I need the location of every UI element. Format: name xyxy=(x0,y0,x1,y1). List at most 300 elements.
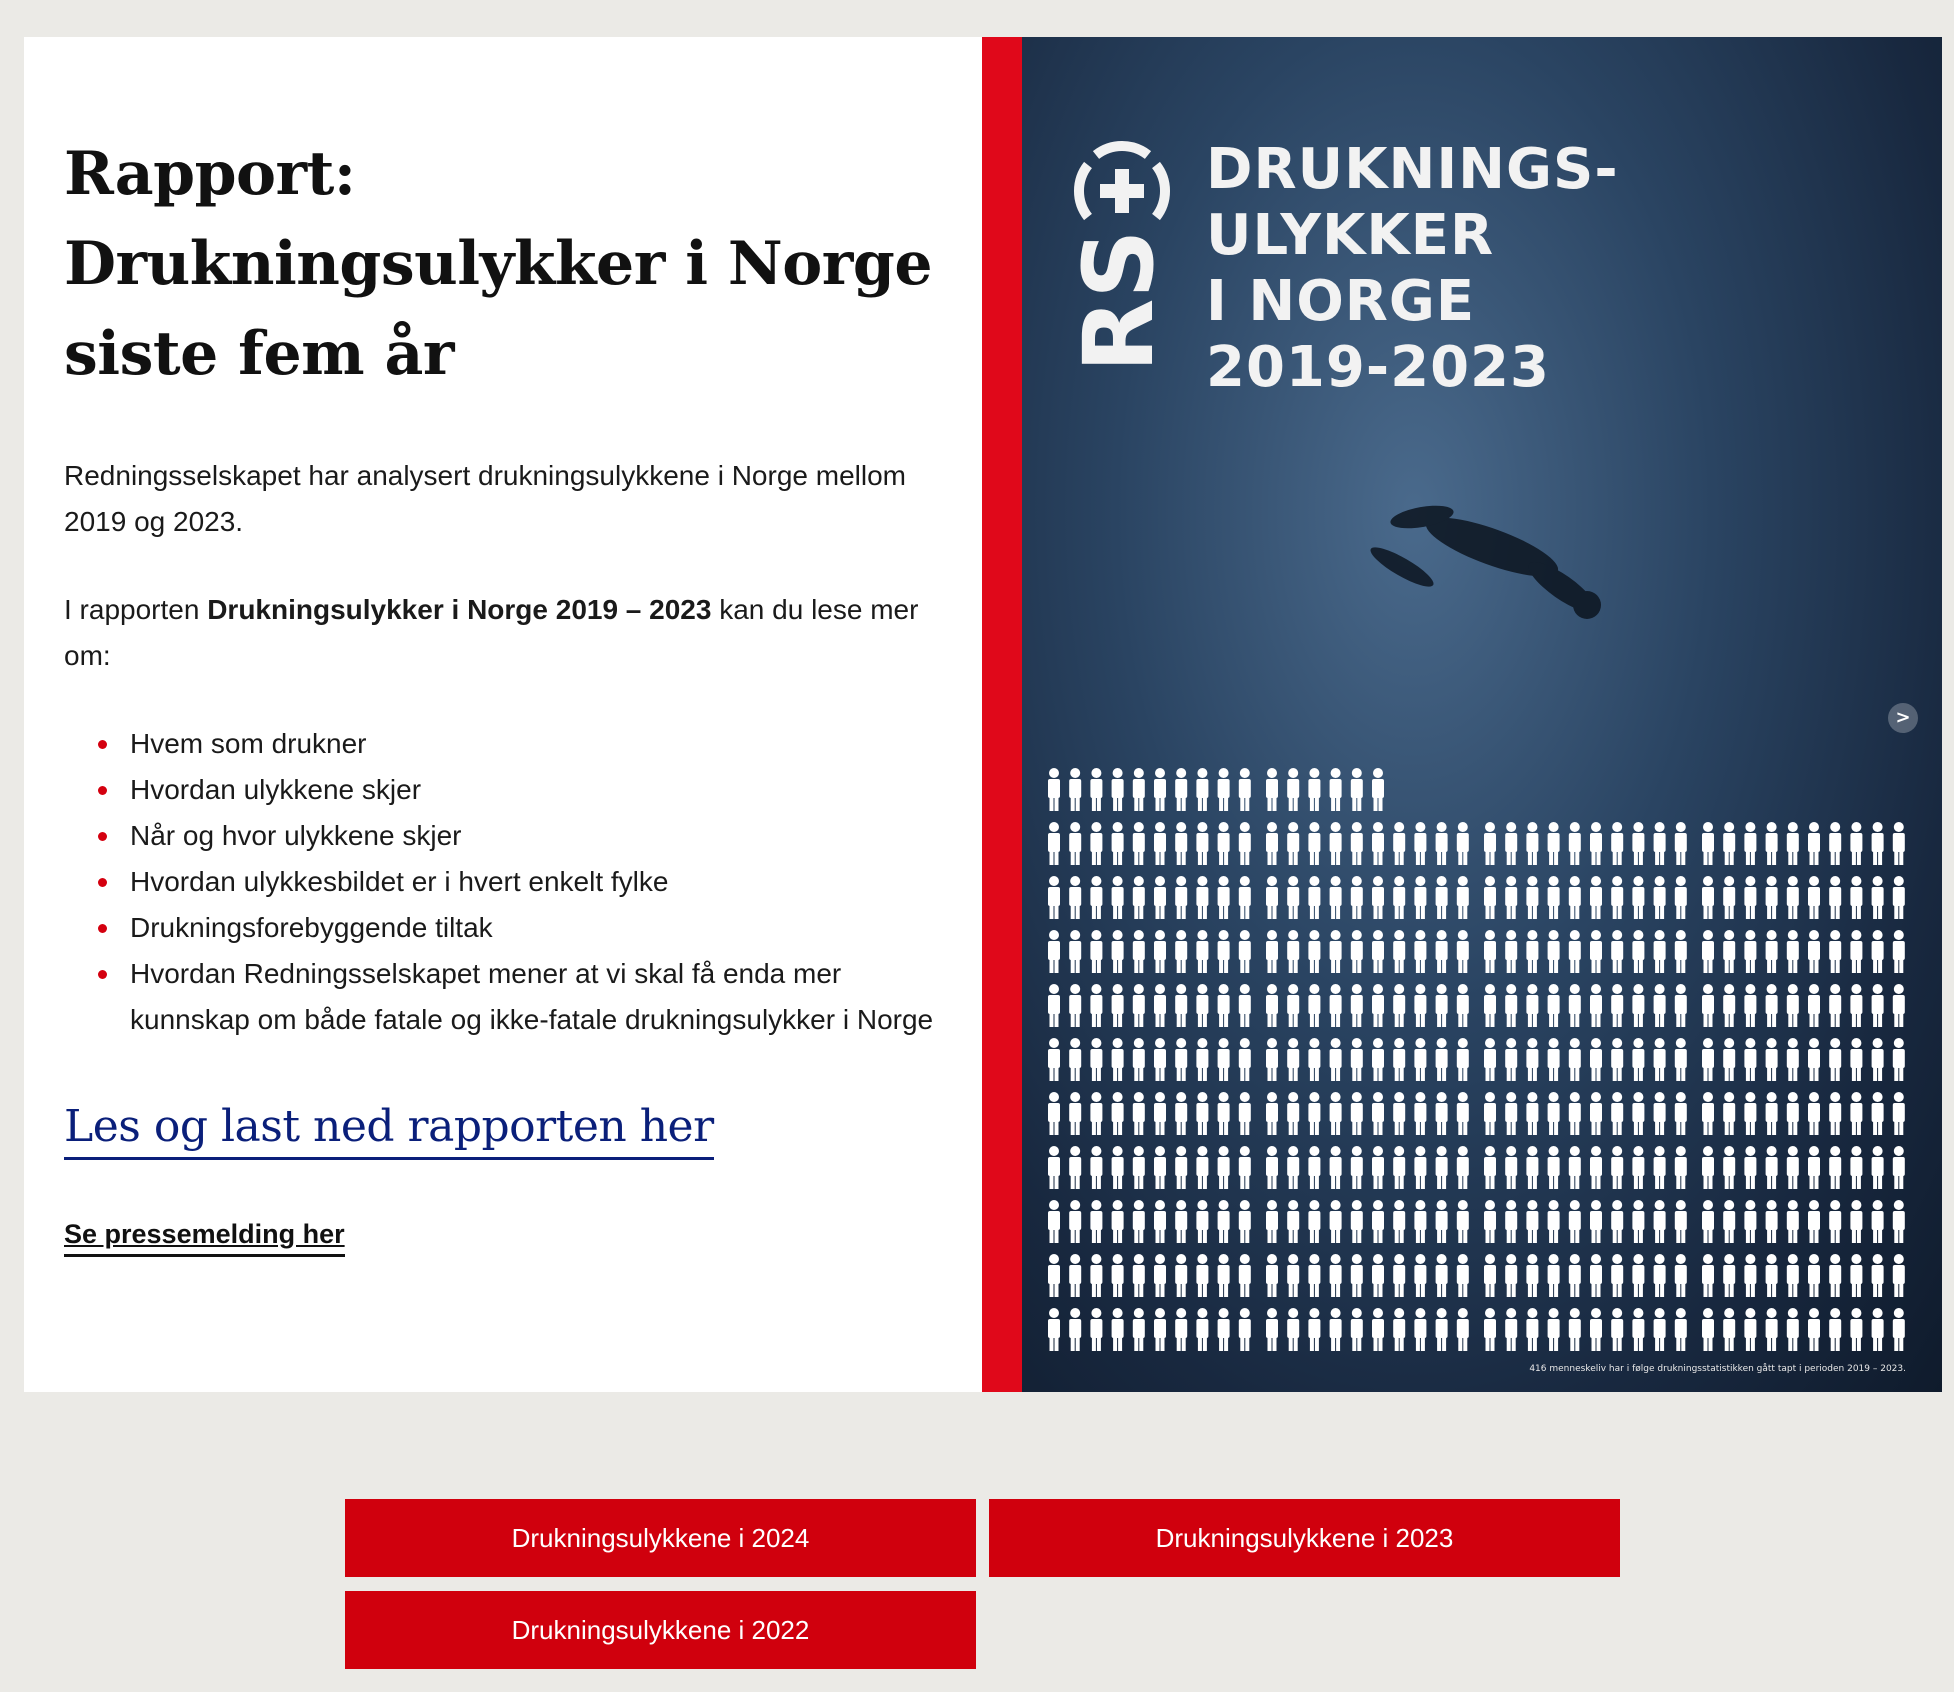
person-figure xyxy=(1414,984,1426,1027)
person-figure xyxy=(1675,1254,1687,1297)
person-figure xyxy=(1484,1092,1496,1135)
person-figure xyxy=(1675,1308,1687,1351)
person-figure xyxy=(1654,876,1666,919)
person-figure xyxy=(1457,1308,1469,1351)
person-figure xyxy=(1239,876,1251,919)
person-figure xyxy=(1766,984,1778,1027)
person-figure xyxy=(1526,1308,1538,1351)
person-figure xyxy=(1872,1038,1884,1081)
topics-list xyxy=(64,721,942,1043)
person-figure xyxy=(1744,984,1756,1027)
person-figure xyxy=(1393,822,1405,865)
person-figure xyxy=(1372,1038,1384,1081)
cover-caption: 416 menneskeliv har i følge drukningsstatistikken gått tapt i perioden 2019 – 2023. xyxy=(1529,1364,1906,1374)
person-figure xyxy=(1090,984,1102,1027)
person-figure xyxy=(1808,1200,1820,1243)
person-figure xyxy=(1484,930,1496,973)
person-figure xyxy=(1436,1146,1448,1189)
person-figure xyxy=(1308,1308,1320,1351)
person-figure xyxy=(1218,1200,1230,1243)
person-figure xyxy=(1308,1092,1320,1135)
person-figure xyxy=(1632,930,1644,973)
cover-title-line: ULYKKER xyxy=(1206,203,1495,268)
person-figure xyxy=(1330,1200,1342,1243)
person-figure xyxy=(1266,1092,1278,1135)
person-figure xyxy=(1702,876,1714,919)
person-figure xyxy=(1548,984,1560,1027)
person-figure xyxy=(1654,930,1666,973)
people-figures-grid xyxy=(1046,767,1906,1387)
report-name: Drukningsulykker i Norge 2019 – 2023 xyxy=(207,594,712,625)
person-figure xyxy=(1266,822,1278,865)
person-figure xyxy=(1239,1308,1251,1351)
person-figure xyxy=(1654,984,1666,1027)
person-figure xyxy=(1239,1254,1251,1297)
person-figure xyxy=(1548,1146,1560,1189)
person-figure xyxy=(1287,822,1299,865)
person-figure xyxy=(1569,822,1581,865)
person-figure xyxy=(1048,876,1060,919)
person-figure xyxy=(1723,1038,1735,1081)
person-figure xyxy=(1702,984,1714,1027)
person-figure xyxy=(1112,1146,1124,1189)
person-figure xyxy=(1872,1254,1884,1297)
person-figure xyxy=(1154,984,1166,1027)
person-figure xyxy=(1287,876,1299,919)
person-figure xyxy=(1702,1254,1714,1297)
report-paragraph-prefix: I rapporten xyxy=(64,594,208,625)
person-figure xyxy=(1436,1200,1448,1243)
person-figure xyxy=(1090,1146,1102,1189)
person-figure xyxy=(1872,930,1884,973)
person-figure xyxy=(1393,1092,1405,1135)
person-figure xyxy=(1723,1200,1735,1243)
person-figure xyxy=(1590,1308,1602,1351)
person-figure xyxy=(1569,1092,1581,1135)
person-figure xyxy=(1266,1038,1278,1081)
person-figure xyxy=(1218,822,1230,865)
person-figure xyxy=(1436,1254,1448,1297)
person-figure xyxy=(1505,1200,1517,1243)
person-figure xyxy=(1372,876,1384,919)
person-figure xyxy=(1330,1308,1342,1351)
person-figure xyxy=(1308,822,1320,865)
person-figure xyxy=(1175,1308,1187,1351)
person-figure xyxy=(1850,1308,1862,1351)
person-figure xyxy=(1526,1092,1538,1135)
person-figure xyxy=(1548,1200,1560,1243)
person-figure xyxy=(1414,930,1426,973)
person-figure xyxy=(1808,876,1820,919)
person-figure xyxy=(1414,1200,1426,1243)
person-figure xyxy=(1330,822,1342,865)
report-card xyxy=(24,37,1942,1392)
person-figure xyxy=(1766,1308,1778,1351)
person-figure xyxy=(1239,822,1251,865)
person-figure xyxy=(1372,1200,1384,1243)
person-figure xyxy=(1133,930,1145,973)
person-figure xyxy=(1457,984,1469,1027)
person-figure xyxy=(1484,1146,1496,1189)
person-figure xyxy=(1175,1146,1187,1189)
person-figure xyxy=(1414,822,1426,865)
person-figure xyxy=(1048,930,1060,973)
person-figure xyxy=(1330,1146,1342,1189)
person-figure xyxy=(1744,876,1756,919)
person-figure xyxy=(1744,1146,1756,1189)
person-figure xyxy=(1702,1308,1714,1351)
person-figure xyxy=(1893,1092,1905,1135)
person-figure xyxy=(1154,1092,1166,1135)
person-figure xyxy=(1505,876,1517,919)
person-figure xyxy=(1893,822,1905,865)
person-figure xyxy=(1484,1308,1496,1351)
person-figure xyxy=(1590,1092,1602,1135)
person-figure xyxy=(1287,1254,1299,1297)
person-figure xyxy=(1154,1200,1166,1243)
person-figure xyxy=(1393,1200,1405,1243)
person-figure xyxy=(1893,1038,1905,1081)
person-figure xyxy=(1808,984,1820,1027)
person-figure xyxy=(1112,876,1124,919)
person-figure xyxy=(1069,822,1081,865)
person-figure xyxy=(1611,1038,1623,1081)
person-figure xyxy=(1266,768,1278,811)
person-figure xyxy=(1569,1038,1581,1081)
person-figure xyxy=(1850,876,1862,919)
person-figure xyxy=(1287,1038,1299,1081)
person-figure xyxy=(1505,984,1517,1027)
person-figure xyxy=(1675,984,1687,1027)
person-figure xyxy=(1133,1092,1145,1135)
person-figure xyxy=(1457,1146,1469,1189)
year-2022-button[interactable]: Drukningsulykkene i 2022 xyxy=(345,1591,976,1669)
person-figure xyxy=(1548,1308,1560,1351)
person-figure xyxy=(1829,984,1841,1027)
person-figure xyxy=(1351,1038,1363,1081)
list-item: Hvordan ulykkesbildet er i hvert enkelt fylke xyxy=(98,859,942,905)
person-figure xyxy=(1893,1308,1905,1351)
person-figure xyxy=(1239,1200,1251,1243)
person-figure xyxy=(1393,1146,1405,1189)
person-figure xyxy=(1744,1254,1756,1297)
person-figure xyxy=(1766,930,1778,973)
person-figure xyxy=(1154,1254,1166,1297)
person-figure xyxy=(1393,984,1405,1027)
person-figure xyxy=(1632,822,1644,865)
title-line: siste fem år xyxy=(64,319,454,389)
person-figure xyxy=(1090,768,1102,811)
person-figure xyxy=(1112,1038,1124,1081)
person-figure xyxy=(1569,876,1581,919)
person-figure xyxy=(1436,1038,1448,1081)
person-figure xyxy=(1766,1254,1778,1297)
person-figure xyxy=(1744,1308,1756,1351)
person-figure xyxy=(1548,1092,1560,1135)
person-figure xyxy=(1766,822,1778,865)
person-figure xyxy=(1287,1200,1299,1243)
article-text-column xyxy=(24,37,982,1392)
person-figure xyxy=(1351,1308,1363,1351)
list-item: Hvordan ulykkene skjer xyxy=(98,767,942,813)
title-line: Rapport: xyxy=(64,139,356,209)
person-figure xyxy=(1414,1038,1426,1081)
person-figure xyxy=(1069,1308,1081,1351)
person-figure xyxy=(1590,930,1602,973)
person-figure xyxy=(1744,1038,1756,1081)
person-figure xyxy=(1611,822,1623,865)
person-figure xyxy=(1808,1038,1820,1081)
person-figure xyxy=(1569,984,1581,1027)
person-figure xyxy=(1632,1038,1644,1081)
person-figure xyxy=(1548,876,1560,919)
person-figure xyxy=(1654,1308,1666,1351)
person-figure xyxy=(1351,822,1363,865)
cover-title-line: DRUKNINGS- xyxy=(1206,137,1619,202)
person-figure xyxy=(1850,822,1862,865)
person-figure xyxy=(1090,1092,1102,1135)
year-2024-button[interactable]: Drukningsulykkene i 2024 xyxy=(345,1499,976,1577)
download-report-link[interactable]: Les og last ned rapporten her xyxy=(64,1097,714,1160)
person-figure xyxy=(1484,1254,1496,1297)
person-figure xyxy=(1808,930,1820,973)
person-figure xyxy=(1048,768,1060,811)
year-2023-button[interactable]: Drukningsulykkene i 2023 xyxy=(989,1499,1620,1577)
person-figure xyxy=(1787,1308,1799,1351)
person-figure xyxy=(1590,1254,1602,1297)
person-figure xyxy=(1287,1092,1299,1135)
person-figure xyxy=(1196,1146,1208,1189)
person-figure xyxy=(1766,876,1778,919)
person-figure xyxy=(1351,876,1363,919)
person-figure xyxy=(1436,930,1448,973)
person-figure xyxy=(1287,768,1299,811)
person-figure xyxy=(1218,930,1230,973)
person-figure xyxy=(1723,1092,1735,1135)
person-figure xyxy=(1675,1146,1687,1189)
person-figure xyxy=(1175,1200,1187,1243)
person-figure xyxy=(1548,1038,1560,1081)
person-figure xyxy=(1654,1146,1666,1189)
person-figure xyxy=(1090,1200,1102,1243)
person-figure xyxy=(1393,876,1405,919)
person-figure xyxy=(1611,1254,1623,1297)
person-figure xyxy=(1654,1092,1666,1135)
report-cover-image xyxy=(982,37,1942,1392)
person-figure xyxy=(1632,1200,1644,1243)
person-figure xyxy=(1048,1038,1060,1081)
person-figure xyxy=(1266,1254,1278,1297)
person-figure xyxy=(1048,1146,1060,1189)
person-figure xyxy=(1330,1254,1342,1297)
person-figure xyxy=(1175,930,1187,973)
person-figure xyxy=(1308,984,1320,1027)
person-figure xyxy=(1484,1200,1496,1243)
person-figure xyxy=(1196,1200,1208,1243)
person-figure xyxy=(1436,822,1448,865)
swimmer-silhouette xyxy=(1342,477,1642,657)
person-figure xyxy=(1218,1038,1230,1081)
person-figure xyxy=(1505,822,1517,865)
person-figure xyxy=(1569,1146,1581,1189)
person-figure xyxy=(1787,930,1799,973)
person-figure xyxy=(1632,1146,1644,1189)
list-item: Når og hvor ulykkene skjer xyxy=(98,813,942,859)
person-figure xyxy=(1372,1092,1384,1135)
person-figure xyxy=(1829,1200,1841,1243)
person-figure xyxy=(1196,984,1208,1027)
person-figure xyxy=(1090,1254,1102,1297)
person-figure xyxy=(1569,1308,1581,1351)
person-figure xyxy=(1590,876,1602,919)
person-figure xyxy=(1175,1254,1187,1297)
person-figure xyxy=(1590,1038,1602,1081)
person-figure xyxy=(1266,930,1278,973)
person-figure xyxy=(1484,822,1496,865)
person-figure xyxy=(1893,1146,1905,1189)
person-figure xyxy=(1048,822,1060,865)
person-figure xyxy=(1372,768,1384,811)
person-figure xyxy=(1808,1308,1820,1351)
person-figure xyxy=(1457,822,1469,865)
person-figure xyxy=(1675,1092,1687,1135)
person-figure xyxy=(1829,1146,1841,1189)
person-figure xyxy=(1372,1146,1384,1189)
person-figure xyxy=(1766,1200,1778,1243)
person-figure xyxy=(1196,1038,1208,1081)
person-figure xyxy=(1436,1308,1448,1351)
person-figure xyxy=(1850,1254,1862,1297)
person-figure xyxy=(1744,930,1756,973)
person-figure xyxy=(1112,1308,1124,1351)
person-figure xyxy=(1850,1146,1862,1189)
person-figure xyxy=(1787,876,1799,919)
person-figure xyxy=(1590,984,1602,1027)
person-figure xyxy=(1218,1146,1230,1189)
person-figure xyxy=(1829,876,1841,919)
person-figure xyxy=(1133,1038,1145,1081)
person-figure xyxy=(1048,1308,1060,1351)
person-figure xyxy=(1266,1200,1278,1243)
person-figure xyxy=(1526,822,1538,865)
person-figure xyxy=(1266,1308,1278,1351)
person-figure xyxy=(1457,1254,1469,1297)
person-figure xyxy=(1414,1092,1426,1135)
person-figure xyxy=(1702,822,1714,865)
person-figure xyxy=(1590,1200,1602,1243)
person-figure xyxy=(1372,1254,1384,1297)
person-figure xyxy=(1893,930,1905,973)
person-figure xyxy=(1175,822,1187,865)
person-figure xyxy=(1675,930,1687,973)
person-figure xyxy=(1457,1038,1469,1081)
person-figure xyxy=(1196,876,1208,919)
person-figure xyxy=(1526,1146,1538,1189)
person-figure xyxy=(1308,930,1320,973)
person-figure xyxy=(1239,1092,1251,1135)
person-figure xyxy=(1196,930,1208,973)
person-figure xyxy=(1069,1254,1081,1297)
person-figure xyxy=(1632,984,1644,1027)
person-figure xyxy=(1787,1200,1799,1243)
person-figure xyxy=(1723,1254,1735,1297)
person-figure xyxy=(1154,876,1166,919)
person-figure xyxy=(1744,822,1756,865)
person-figure xyxy=(1675,876,1687,919)
person-figure xyxy=(1351,1200,1363,1243)
person-figure xyxy=(1505,1308,1517,1351)
person-figure xyxy=(1133,822,1145,865)
press-release-link[interactable]: Se pressemelding her xyxy=(64,1216,345,1257)
person-figure xyxy=(1090,1038,1102,1081)
person-figure xyxy=(1266,984,1278,1027)
person-figure xyxy=(1723,1308,1735,1351)
page-title xyxy=(64,129,942,399)
rs-logo xyxy=(1063,131,1175,431)
person-figure xyxy=(1196,1092,1208,1135)
person-figure xyxy=(1414,1308,1426,1351)
year-buttons xyxy=(345,1499,1620,1669)
person-figure xyxy=(1048,1254,1060,1297)
person-figure xyxy=(1872,1146,1884,1189)
person-figure xyxy=(1850,1200,1862,1243)
person-figure xyxy=(1893,876,1905,919)
person-figure xyxy=(1611,1200,1623,1243)
person-figure xyxy=(1787,1092,1799,1135)
person-figure xyxy=(1829,1254,1841,1297)
person-figure xyxy=(1175,1092,1187,1135)
person-figure xyxy=(1351,768,1363,811)
person-figure xyxy=(1872,1200,1884,1243)
person-figure xyxy=(1175,876,1187,919)
person-figure xyxy=(1872,1308,1884,1351)
person-figure xyxy=(1766,1092,1778,1135)
person-figure xyxy=(1675,822,1687,865)
person-figure xyxy=(1414,1254,1426,1297)
person-figure xyxy=(1808,1254,1820,1297)
person-figure xyxy=(1112,984,1124,1027)
list-item: Drukningsforebyggende tiltak xyxy=(98,905,942,951)
person-figure xyxy=(1287,930,1299,973)
person-figure xyxy=(1611,1308,1623,1351)
person-figure xyxy=(1308,1254,1320,1297)
person-figure xyxy=(1090,930,1102,973)
person-figure xyxy=(1632,1254,1644,1297)
person-figure xyxy=(1611,930,1623,973)
person-figure xyxy=(1872,984,1884,1027)
person-figure xyxy=(1893,1254,1905,1297)
person-figure xyxy=(1393,1308,1405,1351)
person-figure xyxy=(1526,1254,1538,1297)
person-figure xyxy=(1787,984,1799,1027)
person-figure xyxy=(1287,1308,1299,1351)
person-figure xyxy=(1218,876,1230,919)
person-figure xyxy=(1069,1200,1081,1243)
person-figure xyxy=(1505,1146,1517,1189)
person-figure xyxy=(1175,984,1187,1027)
person-figure xyxy=(1112,1092,1124,1135)
person-figure xyxy=(1505,930,1517,973)
person-figure xyxy=(1239,1146,1251,1189)
next-arrow-icon[interactable]: > xyxy=(1888,703,1918,733)
person-figure xyxy=(1526,1200,1538,1243)
person-figure xyxy=(1351,984,1363,1027)
person-figure xyxy=(1069,1092,1081,1135)
person-figure xyxy=(1372,930,1384,973)
person-figure xyxy=(1090,1308,1102,1351)
person-figure xyxy=(1330,768,1342,811)
person-figure xyxy=(1218,768,1230,811)
